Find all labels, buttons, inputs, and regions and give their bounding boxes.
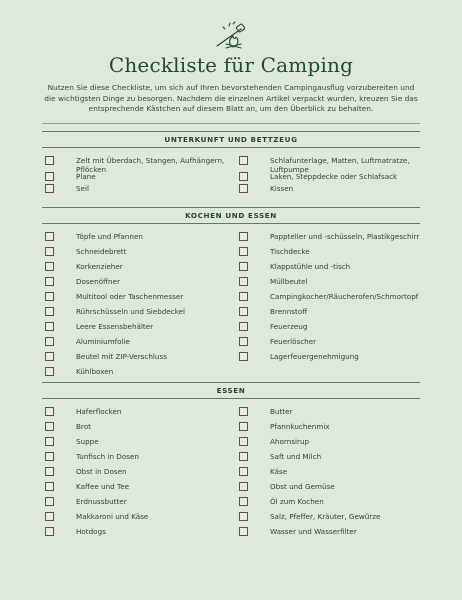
checkbox[interactable] bbox=[239, 422, 248, 431]
checklist-item-label: Tunfisch in Dosen bbox=[76, 452, 139, 461]
top-divider bbox=[42, 123, 420, 124]
checkbox[interactable] bbox=[239, 437, 248, 446]
section bbox=[42, 207, 420, 376]
checkbox[interactable] bbox=[45, 367, 54, 376]
section-heading: KOCHEN UND ESSEN bbox=[42, 207, 420, 224]
checklist-item-label: Ahornsirup bbox=[270, 437, 310, 446]
checklist-item-label: Zelt mit Überdach, Stangen, Aufhängern, Pflöcken bbox=[76, 156, 225, 174]
section bbox=[42, 131, 420, 193]
checkbox[interactable] bbox=[45, 322, 54, 331]
checkbox[interactable] bbox=[239, 322, 248, 331]
checklist-item-label: Pfannkuchenmix bbox=[270, 422, 330, 431]
intro-text: Nutzen Sie diese Checkliste, um sich auf Ihren bevorstehenden Campingausflug vorzubereiten und die wichtigsten Dinge zu besorgen. Nachdem die einzelnen Artikel verpackt wurden, kreuzen Sie das entsprechende Kästchen auf diesem Blatt an, um den Überblick zu behalten. bbox=[44, 83, 418, 114]
checklist-item-label: Dosenöffner bbox=[76, 277, 120, 286]
checkbox[interactable] bbox=[239, 352, 248, 361]
checklist-item-label: Hotdogs bbox=[76, 527, 106, 536]
checklist-item-label: Kissen bbox=[270, 184, 294, 193]
checkbox[interactable] bbox=[45, 497, 54, 506]
checkbox[interactable] bbox=[45, 232, 54, 241]
checklist-item-label: Klappstühle und -tisch bbox=[270, 262, 351, 271]
checklist-item-label: Butter bbox=[270, 407, 293, 416]
checklist-item-label: Tischdecke bbox=[270, 247, 310, 256]
checklist-item-label: Brennstoff bbox=[270, 307, 308, 316]
checklist-item-label: Multitool oder Taschenmesser bbox=[76, 292, 184, 301]
campfire-marshmallow-icon bbox=[211, 20, 251, 50]
checkbox[interactable] bbox=[45, 172, 54, 181]
checklist-item-label: Obst und Gemüse bbox=[270, 482, 335, 491]
checklist-item-label: Schneidebrett bbox=[76, 247, 127, 256]
checkbox[interactable] bbox=[239, 262, 248, 271]
checkbox[interactable] bbox=[45, 184, 54, 193]
checkbox[interactable] bbox=[239, 277, 248, 286]
checkbox[interactable] bbox=[45, 156, 54, 165]
checkbox[interactable] bbox=[239, 172, 248, 181]
checklist-item-label: Salz, Pfeffer, Kräuter, Gewürze bbox=[270, 512, 381, 521]
checklist-item-label: Töpfe und Pfannen bbox=[76, 232, 143, 241]
checkbox[interactable] bbox=[239, 527, 248, 536]
checkbox[interactable] bbox=[45, 277, 54, 286]
checklist-item-label: Makkaroni und Käse bbox=[76, 512, 149, 521]
checklist-item-label: Saft und Milch bbox=[270, 452, 322, 461]
checklist-item-label: Feuerzeug bbox=[270, 322, 308, 331]
checkbox[interactable] bbox=[239, 337, 248, 346]
checklist-item-label: Aluminiumfolie bbox=[76, 337, 130, 346]
checkbox[interactable] bbox=[45, 422, 54, 431]
checkbox[interactable] bbox=[45, 247, 54, 256]
checkbox[interactable] bbox=[45, 512, 54, 521]
checklist-item-label: Suppe bbox=[76, 437, 99, 446]
checklist-item-label: Leere Essensbehälter bbox=[76, 322, 154, 331]
checkbox[interactable] bbox=[239, 497, 248, 506]
checkbox[interactable] bbox=[45, 337, 54, 346]
checklist-item-label: Schlafunterlage, Matten, Luftmatratze, Luftpumpe bbox=[270, 156, 410, 174]
section bbox=[42, 382, 420, 536]
checkbox[interactable] bbox=[239, 482, 248, 491]
checkbox[interactable] bbox=[239, 232, 248, 241]
checkbox[interactable] bbox=[45, 292, 54, 301]
checklist-item-label: Korkenzieher bbox=[76, 262, 123, 271]
checkbox[interactable] bbox=[239, 407, 248, 416]
checklist-item-label: Rührschüsseln und Siebdeckel bbox=[76, 307, 186, 316]
checkbox[interactable] bbox=[239, 292, 248, 301]
checklist-item-label: Brot bbox=[76, 422, 91, 431]
checkbox[interactable] bbox=[239, 184, 248, 193]
checklist-item-label: Lagerfeuergenehmigung bbox=[270, 352, 359, 361]
checklist-item-label: Pappteller und -schüsseln, Plastikgeschirr bbox=[270, 232, 420, 241]
checkbox[interactable] bbox=[45, 482, 54, 491]
checklist-item-label: Feuerlöscher bbox=[270, 337, 317, 346]
page-title: Checkliste für Camping bbox=[108, 53, 354, 77]
checklist-item-label: Plane bbox=[76, 172, 96, 181]
checklist-item-label: Kaffee und Tee bbox=[76, 482, 130, 491]
checklist-item-label: Kühlboxen bbox=[76, 367, 114, 376]
checkbox[interactable] bbox=[239, 247, 248, 256]
checkbox[interactable] bbox=[45, 352, 54, 361]
checklist-item-label: Wasser und Wasserfilter bbox=[270, 527, 357, 536]
checklist-item-label: Öl zum Kochen bbox=[270, 497, 324, 506]
checklist-item-label: Haferflocken bbox=[76, 407, 122, 416]
checkbox[interactable] bbox=[45, 467, 54, 476]
checkbox[interactable] bbox=[45, 527, 54, 536]
section-heading: ESSEN bbox=[42, 382, 420, 399]
checklist-item-label: Beutel mit ZIP-Verschluss bbox=[76, 352, 167, 361]
checklist-item-label: Müllbeutel bbox=[270, 277, 308, 286]
checklist-item-label: Obst in Dosen bbox=[76, 467, 127, 476]
checklist-item-label: Seil bbox=[76, 184, 89, 193]
checkbox[interactable] bbox=[45, 307, 54, 316]
checkbox[interactable] bbox=[239, 512, 248, 521]
checkbox[interactable] bbox=[239, 156, 248, 165]
checklist-item-label: Laken, Steppdecke oder Schlafsack bbox=[270, 172, 398, 181]
section-heading: UNTERKUNFT UND BETTZEUG bbox=[42, 131, 420, 148]
checkbox[interactable] bbox=[239, 452, 248, 461]
checkbox[interactable] bbox=[239, 467, 248, 476]
checkbox[interactable] bbox=[239, 307, 248, 316]
checklist-item-label: Campingkocher/Räucherofen/Schmortopf bbox=[270, 292, 419, 301]
checkbox[interactable] bbox=[45, 407, 54, 416]
checklist-item-label: Käse bbox=[270, 467, 288, 476]
checkbox[interactable] bbox=[45, 452, 54, 461]
checkbox[interactable] bbox=[45, 437, 54, 446]
checkbox[interactable] bbox=[45, 262, 54, 271]
checklist-item-label: Erdnussbutter bbox=[76, 497, 127, 506]
